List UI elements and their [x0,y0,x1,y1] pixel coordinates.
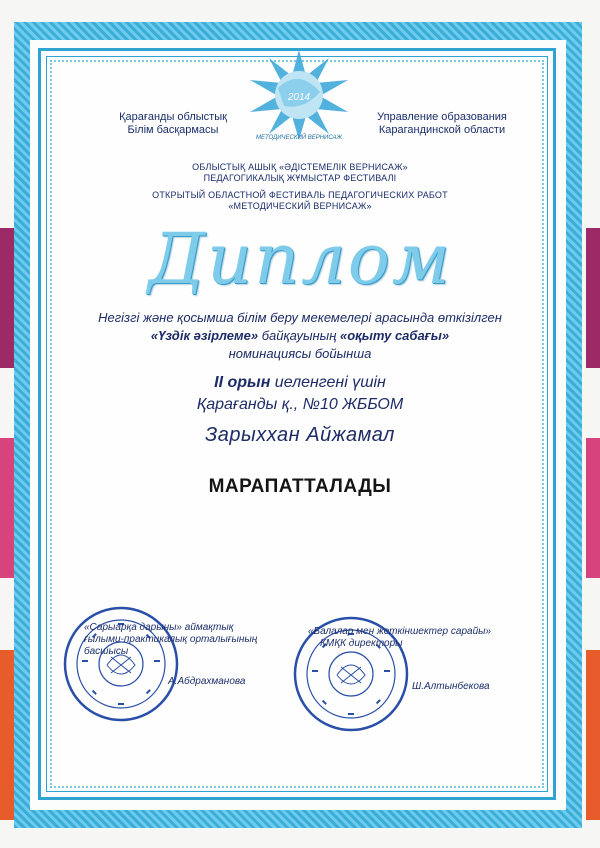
logo-year: 2014 [287,92,311,103]
festival-logo [244,48,354,143]
left-signer-name: А.Абдрахманова [168,676,246,687]
header-left-line1: Қарағанды облыстық [119,111,227,123]
festival-rus-line2: «МЕТОДИЧЕСКИЙ ВЕРНИСАЖ» [228,201,372,211]
side-stripe-left-orange [0,650,14,820]
right-signature-block [308,626,518,650]
festival-kaz-line1: ОБЛЫСТЫҚ АШЫҚ «ӘДІСТЕМЕЛІК ВЕРНИСАЖ» [192,162,408,172]
header-right-line2: Карагандинской области [378,124,506,136]
festival-kaz-line2: ПЕДАГОГИКАЛЫҚ ЖҰМЫСТАР ФЕСТИВАЛІ [203,173,397,183]
header-right-org [372,111,512,137]
place-value: II орын [214,374,271,391]
place-tail: иеленгені үшін [270,374,386,391]
right-org: «Балалар мен жеткіншектер сарайы» [308,626,492,637]
contest-name: «Үздік әзірлеме» [150,328,259,343]
right-signer-name: Ш.Алтынбекова [412,681,490,692]
header-left-org [98,111,248,137]
place-line [60,374,540,392]
left-signature-block [84,622,284,658]
side-stripe-left-pink [0,438,14,578]
left-org-line2: ғылыми-практикалық орталығының [84,634,258,645]
logo-caption: МЕТОДИЧЕСКИЙ ВЕРНИСАЖ [256,135,342,141]
body-line2 [60,328,540,343]
seal-emblem-icon [337,665,365,684]
festival-kaz [80,162,520,184]
side-stripe-right-orange [586,650,600,820]
side-stripe-left-purple [0,228,14,368]
festival-rus-line1: ОТКРЫТЫЙ ОБЛАСТНОЙ ФЕСТИВАЛЬ ПЕДАГОГИЧЕСКИХ РАБОТ [152,190,448,200]
diploma-title: Диплом [148,218,452,300]
nomination-name: «оқыту сабағы» [340,328,450,343]
header-left-line2: Білім басқармасы [127,124,219,136]
side-stripe-right-purple [586,228,600,368]
left-org-line1: «Сарыарқа дарыны» аймақтық [84,622,234,633]
right-role: КМҚК директоры [320,638,403,649]
body-line3: номинациясы бойынша [228,346,372,361]
contest-mid: байқауының [258,328,340,343]
side-stripe-right-pink [586,438,600,578]
body-line1: Негізгі және қосымша білім беру мекемелері арасында өткізілген [98,310,502,325]
award-word: МАРАПАТТАЛАДЫ [208,476,392,497]
school-line: Қарағанды қ., №10 ЖББОМ [196,396,404,413]
header-right-line1: Управление образования [377,111,507,123]
left-role: басшысы [84,646,129,657]
recipient-name: Зарыххан Айжамал [205,424,395,446]
festival-rus [80,190,520,212]
